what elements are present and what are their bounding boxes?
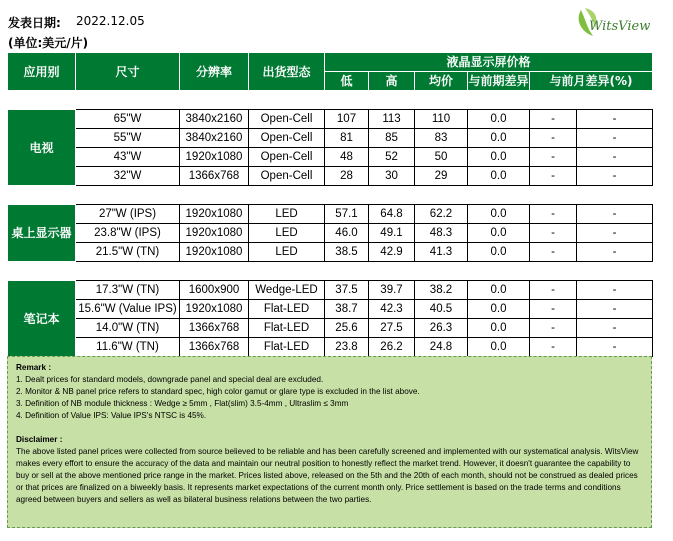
cell-resolution: 1920x1080 [180, 148, 249, 167]
cell-size: 23.8"W (IPS) [76, 224, 180, 243]
cell-type: Flat-LED [249, 338, 325, 357]
cell-high: 42.9 [369, 243, 415, 262]
cell-diff-prev: 0.0 [468, 300, 530, 319]
table-row [8, 338, 653, 357]
cell-diff-month: - [530, 167, 577, 186]
cell-size: 14.0"W (TN) [76, 319, 180, 338]
disclaimer-title: Disclaimer : [16, 435, 63, 444]
cell-type: Open-Cell [249, 167, 325, 186]
cell-high: 30 [369, 167, 415, 186]
cell-size: 43"W [76, 148, 180, 167]
cell-avg: 50 [415, 148, 468, 167]
logo-text: WitsView [589, 19, 651, 34]
cell-diff-prev: 0.0 [468, 224, 530, 243]
col-high: 高 [369, 72, 415, 91]
cell-extra: - [577, 110, 653, 129]
cell-type: Open-Cell [249, 110, 325, 129]
table-row [8, 205, 653, 224]
cell-extra: - [577, 319, 653, 338]
cell-extra: - [577, 148, 653, 167]
cell-resolution: 1920x1080 [180, 243, 249, 262]
cell-low: 57.1 [325, 205, 369, 224]
col-size: 尺寸 [76, 53, 180, 91]
cell-extra: - [577, 338, 653, 357]
cell-diff-month: - [530, 224, 577, 243]
remark-title: Remark : [16, 363, 52, 372]
cell-diff-prev: 0.0 [468, 110, 530, 129]
category-label: 桌上显示器 [8, 205, 76, 262]
cell-avg: 29 [415, 167, 468, 186]
disclaimer-text: The above listed panel prices were collected from source believed to be reliable and has been carefully screened and implemented with our systematical analysis. WitsView makes every effort to ensure the accuracy of the data and maintain our neutral position to honestly reflect the market trend. However, it doesn't guarantee the capability to buy or sell at the above mentioned price range in the market. Prices listed above, released on the 5th and the 20th of each month, should not be construed as dealed prices or that prices are finalized on a biweekly basis. It represents market expectations of the current month only. Price settlement is based on the trade terms and conditions agreed between buyers and sellers as well as bilateral business relations between the two parties. [16, 447, 639, 504]
cell-low: 28 [325, 167, 369, 186]
cell-size: 21.5"W (TN) [76, 243, 180, 262]
cell-diff-month: - [530, 243, 577, 262]
cell-avg: 38.2 [415, 281, 468, 300]
cell-low: 23.8 [325, 338, 369, 357]
cell-low: 81 [325, 129, 369, 148]
cell-diff-month: - [530, 205, 577, 224]
cell-low: 48 [325, 148, 369, 167]
col-price-group: 液晶显示屏价格 [325, 53, 653, 72]
table-row [8, 243, 653, 262]
col-resolution: 分辨率 [180, 53, 249, 91]
cell-type: LED [249, 205, 325, 224]
cell-type: LED [249, 243, 325, 262]
cell-type: LED [249, 224, 325, 243]
cell-size: 11.6"W (TN) [76, 338, 180, 357]
cell-high: 85 [369, 129, 415, 148]
cell-diff-prev: 0.0 [468, 167, 530, 186]
cell-diff-prev: 0.0 [468, 205, 530, 224]
cell-high: 27.5 [369, 319, 415, 338]
cell-type: Open-Cell [249, 148, 325, 167]
cell-high: 26.2 [369, 338, 415, 357]
cell-high: 113 [369, 110, 415, 129]
cell-type: Wedge-LED [249, 281, 325, 300]
notes-box [7, 356, 652, 528]
cell-diff-month: - [530, 281, 577, 300]
cell-size: 17.3"W (TN) [76, 281, 180, 300]
col-shipment: 出货型态 [249, 53, 325, 91]
cell-resolution: 3840x2160 [180, 110, 249, 129]
cell-extra: - [577, 224, 653, 243]
col-avg: 均价 [415, 72, 468, 91]
remark-4: 4. Definition of Value IPS: Value IPS's NTSC is 45%. [16, 411, 207, 420]
cell-resolution: 1600x900 [180, 281, 249, 300]
cell-diff-month: - [530, 338, 577, 357]
cell-avg: 24.8 [415, 338, 468, 357]
col-category: 应用别 [8, 53, 76, 91]
cell-low: 25.6 [325, 319, 369, 338]
cell-size: 32"W [76, 167, 180, 186]
table-row [8, 129, 653, 148]
category-label: 笔记本 [8, 281, 76, 357]
cell-diff-prev: 0.0 [468, 281, 530, 300]
table-row [8, 148, 653, 167]
cell-high: 42.3 [369, 300, 415, 319]
cell-size: 55"W [76, 129, 180, 148]
cell-extra: - [577, 300, 653, 319]
cell-extra: - [577, 243, 653, 262]
cell-diff-month: - [530, 129, 577, 148]
cell-high: 39.7 [369, 281, 415, 300]
cell-avg: 26.3 [415, 319, 468, 338]
cell-diff-month: - [530, 110, 577, 129]
cell-low: 38.5 [325, 243, 369, 262]
cell-avg: 110 [415, 110, 468, 129]
cell-size: 27"W (IPS) [76, 205, 180, 224]
cell-low: 38.7 [325, 300, 369, 319]
cell-type: Open-Cell [249, 129, 325, 148]
cell-extra: - [577, 205, 653, 224]
cell-diff-prev: 0.0 [468, 338, 530, 357]
remark-3: 3. Definition of NB module thickness : Wedge ≥ 5mm , Flat(slim) 3.5-4mm , Ultraslim ≤ 3mm [16, 399, 349, 408]
cell-resolution: 1920x1080 [180, 205, 249, 224]
cell-resolution: 1366x768 [180, 338, 249, 357]
cell-diff-month: - [530, 300, 577, 319]
remark-1: 1. Dealt prices for standard models, downgrade panel and special deal are excluded. [16, 375, 324, 384]
cell-high: 49.1 [369, 224, 415, 243]
cell-diff-month: - [530, 319, 577, 338]
cell-type: Flat-LED [249, 319, 325, 338]
cell-resolution: 3840x2160 [180, 129, 249, 148]
table-row [8, 281, 653, 300]
category-label: 电视 [8, 110, 76, 186]
unit-label: (单位:美元/片) [8, 36, 89, 50]
col-low: 低 [325, 72, 369, 91]
cell-diff-month: - [530, 148, 577, 167]
cell-avg: 41.3 [415, 243, 468, 262]
table-row [8, 300, 653, 319]
cell-diff-prev: 0.0 [468, 243, 530, 262]
cell-high: 52 [369, 148, 415, 167]
cell-avg: 48.3 [415, 224, 468, 243]
remark-2: 2. Monitor & NB panel price refers to standard spec, high color gamut or glare type is excluded in the list above. [16, 387, 420, 396]
publish-date-label: 发表日期: [8, 16, 61, 30]
witsview-logo [573, 6, 651, 46]
cell-avg: 40.5 [415, 300, 468, 319]
cell-diff-prev: 0.0 [468, 319, 530, 338]
cell-size: 15.6"W (Value IPS) [76, 300, 180, 319]
cell-type: Flat-LED [249, 300, 325, 319]
cell-resolution: 1366x768 [180, 319, 249, 338]
cell-low: 46.0 [325, 224, 369, 243]
cell-extra: - [577, 281, 653, 300]
cell-high: 64.8 [369, 205, 415, 224]
table-row [8, 224, 653, 243]
cell-avg: 62.2 [415, 205, 468, 224]
cell-low: 107 [325, 110, 369, 129]
col-diff-prev: 与前期差异 [468, 72, 530, 91]
publish-date-value: 2022.12.05 [76, 14, 145, 28]
cell-resolution: 1366x768 [180, 167, 249, 186]
table-row [8, 319, 653, 338]
table-row [8, 167, 653, 186]
cell-low: 37.5 [325, 281, 369, 300]
cell-resolution: 1920x1080 [180, 224, 249, 243]
cell-size: 65"W [76, 110, 180, 129]
cell-extra: - [577, 167, 653, 186]
col-diff-month: 与前月差异(%) [530, 72, 653, 91]
cell-diff-prev: 0.0 [468, 148, 530, 167]
cell-diff-prev: 0.0 [468, 129, 530, 148]
cell-extra: - [577, 129, 653, 148]
cell-avg: 83 [415, 129, 468, 148]
table-row [8, 110, 653, 129]
price-table [7, 52, 653, 357]
cell-resolution: 1920x1080 [180, 300, 249, 319]
